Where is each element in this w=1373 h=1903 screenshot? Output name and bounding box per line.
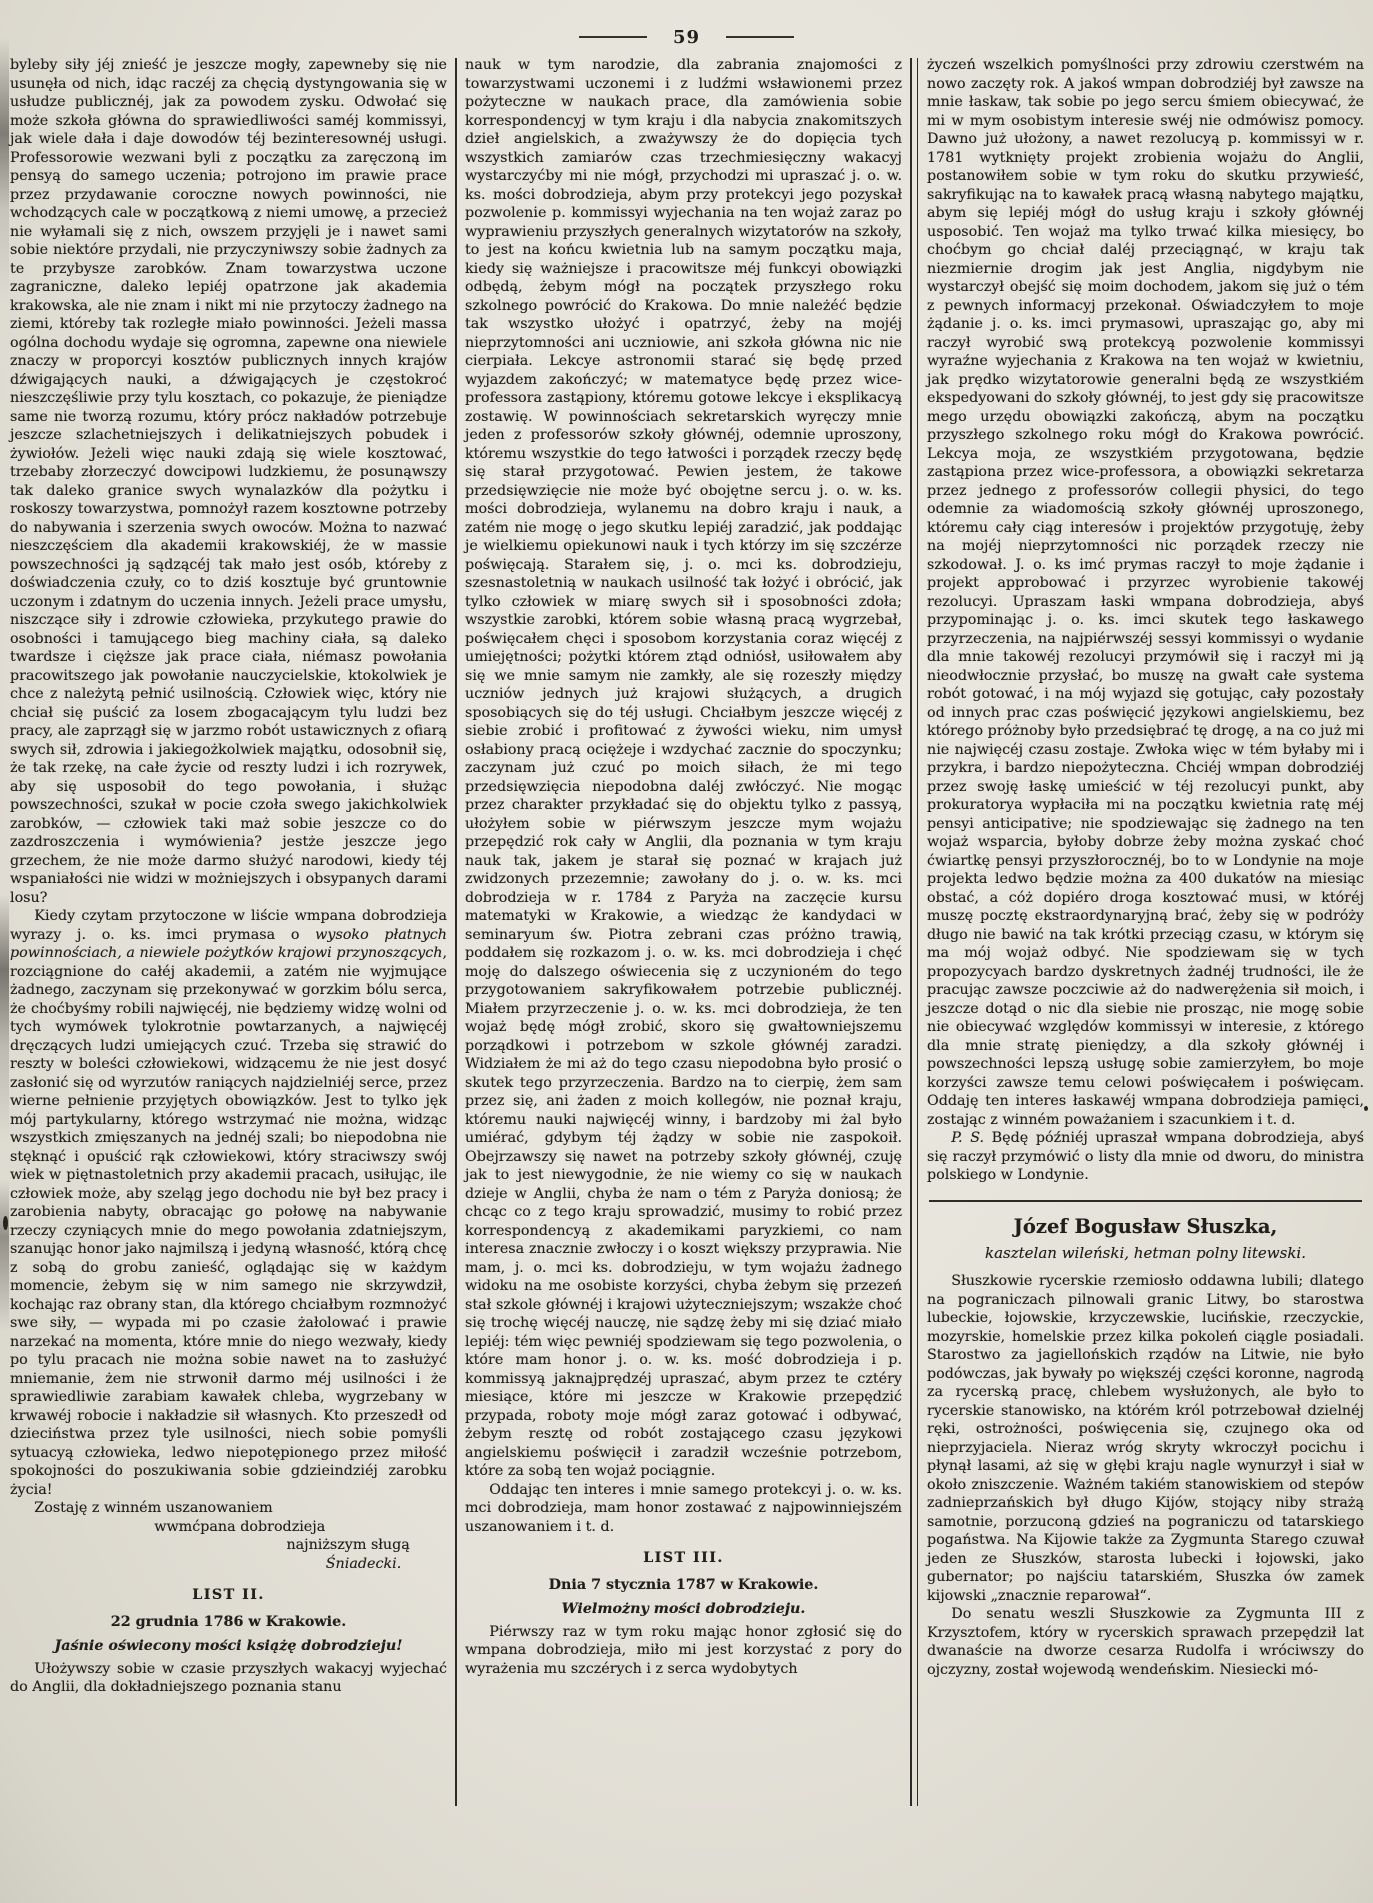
closing-addressee: wwmćpana dobrodzieja bbox=[154, 1518, 326, 1535]
page-number: 59 bbox=[672, 26, 701, 48]
body-indent: Do senatu weszli Słuszkowie za Zygmunta III z Krzysztofem, który w rycerskich sprawach przepędził lat dwanaście na dworze cesarza Rudolfa i wróciwszy do ojczyzny, został wojewodą wendeńskim. Niesiecki mó- bbox=[927, 1606, 1364, 1678]
article-subtitle: kasztelan wileński, hetman polny litewski. bbox=[985, 1243, 1306, 1262]
letter-date: Dnia 7 stycznia 1787 w Krakowie. bbox=[548, 1576, 819, 1593]
body-continuation: życzeń wszelkich pomyślności przy zdrowiu czerstwém na nowo zaczęty rok. A jakoś wmpan dobrodziéj był zawsze na mnie łaskaw, tak sobie po jego sercu śmiem obiecywać, że mi w mym osobistym interesie swéj nie odmówisz pomocy. Dawno już ułożony, a nawet rezolucyą p. kommissyi w r. 1781 wytknięty projekt zrobienia wojażu do Anglii, postanowiłem sobie w tym roku do skutku przywieść, sakryfikując na to kawałek pracą własną nabytego majątku, abym się lepiéj mógł do usług kraju i szkoły głównéj usposobić. Ten wojaż ma tylko trwać kilka miesięcy, bo choćbym go chciał daléj przeciągnąć, w kraju tak niezmiernie drogim jak jest Anglia, nigdybym nie wystarczył obejść się moim dochodem, jakom się już o tém z pewnych informacyj przekonał. Oświadczyłem to moje żądanie j. o. ks. imci prymasowi, upraszając go, aby mi raczył wyrobić swą protekcyą pozwolenie kommissyi wyraźne wyjechania z Krakowa na ten wojaż w kwietniu, jak prędko wizytatorowie generalni będą ze wszystkiém ekspedyowani do szkoły głównéj, to jest gdy się pracowitsze mego urzędu obowiązki zakończą, abym na początku przyszłego szkolnego roku mógł do Krakowa powrócić. Lekcya moja, ze wszystkiém przygotowana, będzie zastąpiona przez wice-professora, a obowiązki sekretarza przez jednego z professorów collegii physici, do tego odemnie za wiadomością szkoły głównéj uproszonego, któremu cały ciąg interesów i projektów przygotuję, żeby na mojéj nieprzytomności nic porządek rzeczy nie szkodował. J. o. ks imć prymas raczył to moje żądanie i projekt approbować i przyrzec wyrobienie takowéj rezolucyi. Upraszam łaski wmpana dobrodzieja, abyś przypominając j. o. ks. imci skutek tego łaskawego przyrzeczenia, na najpiérwszéj sessyi kommissyi o wydanie dla mnie takowéj rezolucyi przymówił się i raczył mi ją nieodwłocznie przysłać, bo muszę na gwałt całe systema robót gotować, i na mój wyjazd się gotując, cały pozostały od innych prac czas poświęcić językowi angielskiemu, bez którego próżnoby było przedsiębrać tę drogę, a na co już mi nie najwięcéj czasu zostaje. Zwłoka więc w tém byłaby mi i przykra, i bardzo niepożyteczna. Chciéj wmpan dobrodziéj przez swoję łaskę umieścić w téj rezolucyi punkt, aby prokuratorya wypłaciła mi na początku kwietnia ratę méj pensyi anticipative; nie spodziewając się żadnego na ten wojaż wsparcia, byłoby dobrze żeby można zyskać choć ćwiartkę pensyi przyszłorocznéj, bo to w Londynie na moje projekta ledwo będzie można za 400 dukatów na miesiąc obstać, a cóż dopiéro droga kosztować musi, w któréj muszę pocztę ekstraordynaryjną brać, żeby się w podróży długo nie bawić na tak krótki przeciąg czasu, w którym się ma mój wojaż odbyć. Nie spodziewam się w tych propozycyach bardzo dyskretnych żadnéj trudności, ile że pracując zawsze poczciwie aż do nadwerężenia sił moich, i jeszcze dotąd o nic dla siebie nie prosząc, nie mogę sobie nie obiecywać względów kommissyi w interesie, z którego dla mnie stratę pieniędzy, a dla szkoły głównéj i powszechności lepszą usługę sobie zamierzyłem, bo moje korzyści zawsze temu celowi poświęcałem i poświęcam. Oddaję ten interes łaskawéj wmpana dobrodzieja pamięci, zostając z winném poważaniem i szacunkiem i t. d. bbox=[927, 57, 1364, 1128]
column-rule-2 bbox=[910, 58, 918, 1806]
letter-date: 22 grudnia 1786 w Krakowie. bbox=[110, 1613, 347, 1630]
postscript: P. S. Będę późniéj upraszał wmpana dobrodzieja, abyś się raczył przymówić o listy dla mnie od dworu, do ministra polskiego w Londynie. bbox=[927, 1130, 1364, 1183]
letter-number: LIST III. bbox=[643, 1550, 724, 1566]
page-body bbox=[0, 52, 1373, 1896]
body-indent: Kiedy czytam przytoczone w liście wmpana dobrodzieja wyrazy j. o. ks. imci prymasa o wysoko płatnych powinnościach, a niewiele pożytków krajowi przynoszących, rozciągnione do całéj akademii, a zatém nie wyjmujące żadnego, zaczynam się przekonywać w gorzkim bólu serca, że choćbyśmy robili najwięcéj, nie będziemy widzę wolni od tych wymówek tylokrotnie powtarzanych, a najwięcéj dręczących ludzi umiejących czuć. Trzeba się strawić do reszty w boleści człowiekowi, widzącemu że nie jest dosyć zasłonić się od wyrzutów raniących najdzielniéj serce, przez wierne pełnienie przyjętych obowiązków. Jest to tylko jęk mój partykularny, którego wstrzymać nie można, widząc wszystkich zmięszanych na jednéj szali; bo niepodobna nie stęknąć i opuścić rąk człowiekowi, który straciwszy swój wiek w piętnastoletnich przy akademii pracach, usiłując, ile człowiek może, aby szeląg jego dochodu nie był bez pracy i zarobienia nabyty, obracając go połowę na nabywanie rzeczy czyniących mnie do mego powołania zdatniejszym, szanując honor jako najmilszą i jedyną własność, którą chcę z sobą do grobu zanieść, oglądając się w każdym momencie, żebym się w nim samego nie skrzywdził, kochając raz obrany stan, dla którego chciałbym rozmnożyć swe siły, — wypada mi po czasie żałolować i prawie narzekać na momenta, które mnie do niego wezwały, kiedy po tylu pracach nie można sobie nawet na to zasłużyć mniemanie, żem nie strwonił darmo méj usilności i że sprawiedliwie zarabiam kawałek chleba, wygrzebany w krwawéj robocie i nakładzie sił własnych. Kto przeszedł od dzieciństwa przez tyle usilności, niech sobie pomyśli sytuacyą człowieka, ledwo niepotępionego przez miłość spokojności do poszukiwania sobie gdzieindziéj zarobku życia! bbox=[10, 908, 447, 1498]
body-indent: Oddając ten interes i mnie samego protekcyi j. o. w. ks. mci dobrodzieja, mam honor zostawać z najpowinniejszém uszanowaniem i t. d. bbox=[465, 1481, 902, 1535]
body-continuation: nauk w tym narodzie, dla zabrania znajomości z towarzystwami uczonemi i z ludźmi wsławionemi przez pożyteczne w naukach prace, dla zamówienia sobie korrespondencyj w tym kraju i dla nabycia znakomitszych dzieł angielskich, a zważywszy że do dopięcia tych wszystkich zamiarów czas trzechmiesięczny wakacyj wystarczyćby mi nie mógł, przychodzi mi upraszać j. o. w. ks. mości dobrodzieja, abym przy protekcyi jego pozyskał pozwolenie p. kommissyi wyjechania na ten wojaż zaraz po wyprawieniu przyszłych generalnych wizytatorów na szkoły, to jest na końcu kwietnia lub na samym początku maja, kiedy się ważniejsze i pracowitsze méj funkcyi obowiązki odbędą, żebym mógł na początek przyszłego roku szkolnego powrócić do Krakowa. Do mnie należéć będzie tak wszystko ułożyć i opatrzyć, żeby na mojéj nieprzytomności ani uczniowie, ani szkoła główna nic nie cierpiała. Lekcye astronomii starać się będę przed wyjazdem zakończyć; w matematyce będę przez wice-professora zastąpiony, któremu gotowe lekcye i eksplikacyą zostawię. W powinnościach sekretarskich wyręczy mnie jeden z professorów szkoły głównéj, odemnie uproszony, któremu wszystkie do tego łatwości i porządek rzeczy będę się starał przygotować. Pewien jestem, że takowe przedsięwzięcie nie może być obojętne sercu j. o. w. ks. mości dobrodzieja, wylanemu na dobro kraju i nauk, a zatém nie mogę o jego skutku lepiéj zaradzić, jak poddając je wielkiemu opiekunowi nauk i tych którzy im się szczérze poświęcają. Starałem się, j. o. mci ks. dobrodzieju, szesnastoletnią w naukach usilność tak łożyć i obrócić, jak tylko człowiek w miarę swych sił i sposobności zdoła; wszystkie zarobki, którem sobie własną pracą wygrzebał, poświęcałem chęci i sposobom korzystania coraz więcéj z umiejętności; pożytki którem ztąd odniósł, usiłowałem aby się we mnie samym nie zamkły, ale się rozeszły między uczniów jednych już krajowi służących, a drugich sposobiących się do téj usługi. Chciałbym jeszcze więcéj z siebie zrobić i profitować z żywości wieku, nim umysł osłabiony pracą ociężeje i wzdychać zacznie do spoczynku; zaczynam już czuć po moich siłach, że mi tego przedsięwzięcia niepodobna daléj zwłóczyć. Nie mogąc przez charakter przykładać się do objektu tylko z passyą, ułożyłem sobie w piérwszym jeszcze mym wojażu przepędzić rok cały w Anglii, dla poznania w tym kraju nauk tak, jakem je starał się poznać w krajach już zwidzonych przezemnie; zawołany do j. o. w. ks. mci dobrodzieja w r. 1784 z Paryża na zaczęcie kursu matematyki w Krakowie, a wiedząc że kandydaci w seminaryum św. Piotra zebrani czas próżno trawią, poddałem się rozkazom j. o. w. ks. mci dobrodzieja i chęć moję do dalszego oświecenia się z uczynioném do tego przygotowaniem sakryfikowałem potrzebie publicznéj. Miałem przyrzeczenie j. o. w. ks. mci dobrodzieja, że ten wojaż będę mógł zrobić, skoro się gwałtowniejszemu porządkowi i potrzebom w szkole głównéj zaradzi. Widziałem że mi aż do tego czasu niepodobna było prosić o skutek tego przyrzeczenia. Bardzo na to cierpię, żem sam przez się, ani żaden z moich kollegów, nie poznał kraju, któremu nauki najwięcéj winny, i bardzoby mi żal było umiérać, gdybym téj żądzy w sobie nie zaspokoił. Obejrzawszy się nawet na potrzeby szkoły głównéj, czuję jak to jest niewygodnie, że nie wiemy co się w naukach dzieje w Anglii, chyba że nam o tém z Paryża doniosą; że chcąc co z tego kraju sprowadzić, musimy to robić przez korrespondencyą z akademikami paryzkiemi, co nam interesa znacznie zwłoczy i o koszt większy przyprawia. Nie mam, j. o. mci ks. dobrodzieju, w tym wojażu żadnego widoku na me osobiste korzyści, chyba żebym się przezeń stał szkole głównéj i krajowi użyteczniejszym; wszakże choć się trochę więcéj nauczę, nie sądzę żeby mi się dziać miało lepiéj: tém więc pewniéj spodziewam się tego pozwolenia, o które mam honor j. o. w. ks. mość dobrodzieja i p. kommissyą jaknajprędzéj upraszać, abym przez te cztéry miesiące, które mi jeszcze w Krakowie przepędzić przypada, roboty moje mógł zaraz gotować i odbywać, żebym resztę od robót zostającego czasu językowi angielskiemu poświęcił i zaradził wcześnie potrzebom, które za sobą ten wojaż pociągnie. bbox=[465, 57, 902, 1479]
header-rule-right bbox=[726, 36, 794, 38]
closing-line: Zostaję z winném uszanowaniem bbox=[34, 1500, 273, 1516]
article-title: Józef Bogusław Słuszka, bbox=[1013, 1214, 1278, 1238]
header-rule-left bbox=[579, 36, 647, 38]
signature: Śniadecki. bbox=[325, 1555, 402, 1572]
text-column-2 bbox=[465, 56, 902, 1678]
closing-servant: najniższym sługą bbox=[286, 1537, 410, 1553]
section-divider bbox=[929, 1200, 1362, 1202]
letter-salutation: Wielmożny mości dobrodzieju. bbox=[561, 1601, 806, 1617]
body-indent: Słuszkowie rycerskie rzemiosło oddawna lubili; dlatego na pograniczach pilnowali granic Litwy, bo starostwa lubeckie, łojowskie, krzyczewskie, lucińskie, rzeczyckie, mozyrskie, homelskie przez kilka pokoleń ciągle posiadali. Starostwo za jagiellońskich rządów na Litwie, nie było podówczas, jak bywały po większéj części koronne, nagrodą za rycerską pracę, chlebem wysłużonych, ale było to rycerskie stanowisko, na którém król potrzebował dzielnéj ręki, ostrożności, poświęcenia się, czujnego oka od nieprzyjaciela. Nieraz wróg skryty wkroczył pocichu i płynął lasami, aż się w głębi kraju nagle wynurzył i siał w około zniszczenie. Ważném takiém stanowiskiem od stepów zadnieprzańskich był długo Kijów, stojący niby strażą samotnie, porzuconą gdzieś na pograniczu od tatarskiego pogaństwa. Na Kijowie także za Zygmunta Starego czuwał jeden ze Słuszków, starosta lubecki i łojowski, jako gubernator; po najściu tatarskiém, Słuszka ów zamek kijowski „znacznie reparował“. bbox=[927, 1273, 1364, 1604]
text-column-3 bbox=[927, 56, 1364, 1679]
letter-salutation: Jaśnie oświecony mości książę dobrodzieju! bbox=[54, 1638, 403, 1654]
column-rule-1 bbox=[455, 58, 457, 1806]
body-continuation: byleby siły jéj znieść je jeszcze mogły, zapewneby się nie usunęła od nich, idąc raczéj za chęcią dystyngowania się w usłudze publicznéj, jak za powodem zysku. Odwołać się może szkoła główna do sprawiedliwości saméj kommissyi, jak wiele dała i daje dowodów téj bezinteresownéj usługi. Professorowie wezwani byli z początku za zaręczoną im pensyą do samego uczenia; potrojono im prawie prace przez przydawanie coroczne nowych powinności, nie wchodzących cale w początkową z niemi umowę, a przecież nie wyłamali się z nich, owszem przyjęli je i nawet sami sobie niektóre przydali, nie przyczyniwszy sobie żadnych za te przybysze zarobków. Znam towarzystwa uczone zagraniczne, daleko lepiéj opatrzone jak akademia krakowska, ale nie znam i nikt mi nie przytoczy żadnego na ziemi, któreby tak rozległe miało powinności. Jeżeli massa ogólna dochodu wydaje się ogromna, zapewne ona niewiele znaczy w proporcyi kosztów publicznych innych krajów dźwigających nauki, a dźwigających je częstokroć nieszczęśliwie przy tylu kosztach, co pokazuje, że pieniądze same nie tworzą rozumu, który prócz nakładów potrzebuje jeszcze szlachetniejszych i delikatniejszych pobudek i żywiołów. Jeżeli więc nauki zdają się wiele kosztować, trzebaby złorzeczyć dowcipowi ludzkiemu, że posunąwszy tak daleko granice swych wynalazków dla pożytku i roskoszy towarzystwa, pomnożył razem kosztowne potrzeby do nabywania i szerzenia swych owoców. Można to nazwać nieszczęściem dla akademii krakowskiéj, że w massie powszechności ją sądzącéj tak mało jest osób, któreby z doświadczenia czuły, co to dziś kosztuje być gruntownie uczonym i zdatnym do uczenia innych. Jeżeli prace umysłu, niszczące siły i zdrowie człowieka, przykutego prawie do osobności i tamującego bieg machiny ciała, są daleko twardsze i cięższe jak prace ciała, niémasz powołania pracowitszego jak powołanie nauczycielskie, ktokolwiek je chce z należytą pełnić usilnością. Człowiek więc, który nie chciał się puścić za losem zbogacającym tylu ludzi bez pracy, ale zaprzągł się w jarzmo robót ustawicznych z ofiarą swych sił, zdrowia i jakiegożkolwiek majątku, odosobnił się, że tak rzekę, na całe życie od reszty ludzi i ich rozrywek, aby się usposobił do tego powołania, i służąc powszechności, szukał w pocie czoła swego jakichkolwiek zarobków, — człowiek taki maż sobie jeszcze co do zazdroszczenia i wymówienia? jestże jeszcze jego grzechem, że nie może darmo służyć narodowi, kiedy téj wspaniałości nie widzi w możniejszych i obsypanych darami losu? bbox=[10, 57, 447, 906]
letter-number: LIST II. bbox=[192, 1587, 265, 1603]
page-header bbox=[0, 0, 1373, 52]
body-indent: Ułożywszy sobie w czasie przyszłych wakacyj wyjechać do Anglii, dla dokładniejszego poznania stanu bbox=[10, 1660, 447, 1695]
body-indent: Piérwszy raz w tym roku mając honor zgłosić się do wmpana dobrodzieja, miło mi jest korzystać z pory do wyrażenia mu szczérych i z serca wydobytych bbox=[465, 1623, 902, 1677]
text-column-1 bbox=[10, 56, 447, 1697]
